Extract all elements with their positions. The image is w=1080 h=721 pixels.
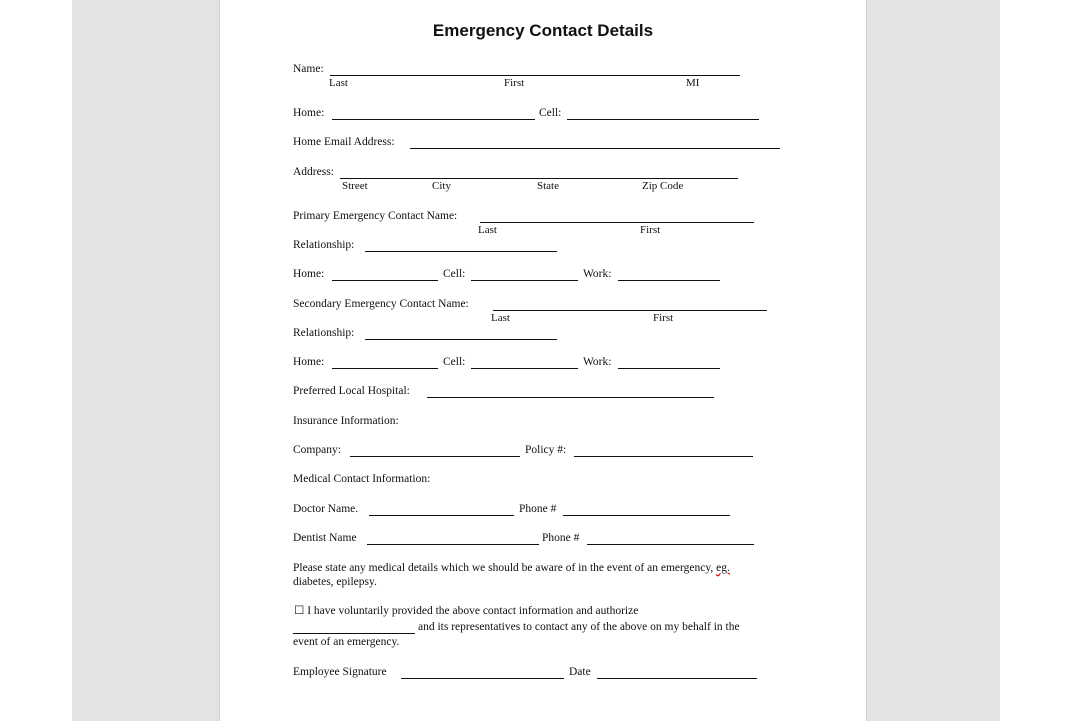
company-label: Company: xyxy=(293,444,341,456)
consent-line-3: event of an emergency. xyxy=(293,636,400,648)
date-field[interactable] xyxy=(597,678,757,679)
address-sub-state: State xyxy=(537,180,559,192)
secondary-contact-label: Secondary Emergency Contact Name: xyxy=(293,298,469,310)
secondary-relationship-label: Relationship: xyxy=(293,327,355,339)
consent-text-1: I have voluntarily provided the above contact information and authorize xyxy=(307,605,639,617)
dentist-phone-label: Phone # xyxy=(542,532,580,544)
medical-note-eg: eg. xyxy=(716,562,730,574)
address-sub-city: City xyxy=(432,180,451,192)
policy-label: Policy #: xyxy=(525,444,567,456)
secondary-sub-first: First xyxy=(653,312,674,324)
primary-sub-first: First xyxy=(640,224,661,236)
home-email-field[interactable] xyxy=(410,148,780,149)
consent-company-field[interactable] xyxy=(293,633,415,634)
primary-work-field[interactable] xyxy=(618,280,720,281)
doctor-phone-field[interactable] xyxy=(563,515,730,516)
doctor-label: Doctor Name. xyxy=(293,503,359,515)
primary-work-label: Work: xyxy=(583,268,612,280)
name-sub-last: Last xyxy=(329,77,348,89)
primary-contact-name-field[interactable] xyxy=(480,222,754,223)
doctor-phone-label: Phone # xyxy=(519,503,557,515)
home-label: Home: xyxy=(293,107,325,119)
primary-cell-field[interactable] xyxy=(471,280,578,281)
address-sub-street: Street xyxy=(342,180,368,192)
secondary-home-field[interactable] xyxy=(332,368,438,369)
address-label: Address: xyxy=(293,166,334,178)
consent-line-1 xyxy=(294,604,638,618)
hospital-field[interactable] xyxy=(427,397,714,398)
secondary-cell-field[interactable] xyxy=(471,368,578,369)
secondary-contact-name-field[interactable] xyxy=(493,310,767,311)
page-title: Emergency Contact Details xyxy=(432,21,654,40)
primary-cell-label: Cell: xyxy=(443,268,466,280)
consent-checkbox[interactable]: ☐ xyxy=(294,605,305,617)
signature-label: Employee Signature xyxy=(293,666,387,678)
secondary-home-label: Home: xyxy=(293,356,325,368)
primary-contact-label: Primary Emergency Contact Name: xyxy=(293,210,458,222)
secondary-relationship-field[interactable] xyxy=(365,339,557,340)
address-sub-zip: Zip Code xyxy=(642,180,684,192)
company-field[interactable] xyxy=(350,456,520,457)
hospital-label: Preferred Local Hospital: xyxy=(293,385,410,397)
cell-phone-field[interactable] xyxy=(567,119,759,120)
medical-heading: Medical Contact Information: xyxy=(293,473,431,485)
consent-line-2: and its representatives to contact any of the above on my behalf in the xyxy=(418,621,740,633)
dentist-phone-field[interactable] xyxy=(587,544,754,545)
secondary-sub-last: Last xyxy=(491,312,510,324)
cell-label: Cell: xyxy=(539,107,562,119)
name-sub-mi: MI xyxy=(686,77,700,89)
name-field[interactable] xyxy=(330,75,740,76)
primary-home-field[interactable] xyxy=(332,280,438,281)
home-phone-field[interactable] xyxy=(332,119,535,120)
policy-field[interactable] xyxy=(574,456,753,457)
secondary-work-label: Work: xyxy=(583,356,612,368)
primary-relationship-label: Relationship: xyxy=(293,239,355,251)
name-sub-first: First xyxy=(504,77,525,89)
home-email-label: Home Email Address: xyxy=(293,136,395,148)
primary-sub-last: Last xyxy=(478,224,497,236)
dentist-label: Dentist Name xyxy=(293,532,357,544)
primary-relationship-field[interactable] xyxy=(365,251,557,252)
date-label: Date xyxy=(569,666,591,678)
medical-note-text: Please state any medical details which we should be aware of in the event of an emergency, xyxy=(293,562,714,574)
doctor-name-field[interactable] xyxy=(369,515,514,516)
dentist-name-field[interactable] xyxy=(367,544,539,545)
address-field[interactable] xyxy=(340,178,738,179)
signature-field[interactable] xyxy=(401,678,564,679)
primary-home-label: Home: xyxy=(293,268,325,280)
medical-note-line-2: diabetes, epilepsy. xyxy=(293,576,377,588)
secondary-work-field[interactable] xyxy=(618,368,720,369)
insurance-heading: Insurance Information: xyxy=(293,415,399,427)
name-label: Name: xyxy=(293,63,324,75)
secondary-cell-label: Cell: xyxy=(443,356,466,368)
medical-note-line-1 xyxy=(293,561,730,575)
